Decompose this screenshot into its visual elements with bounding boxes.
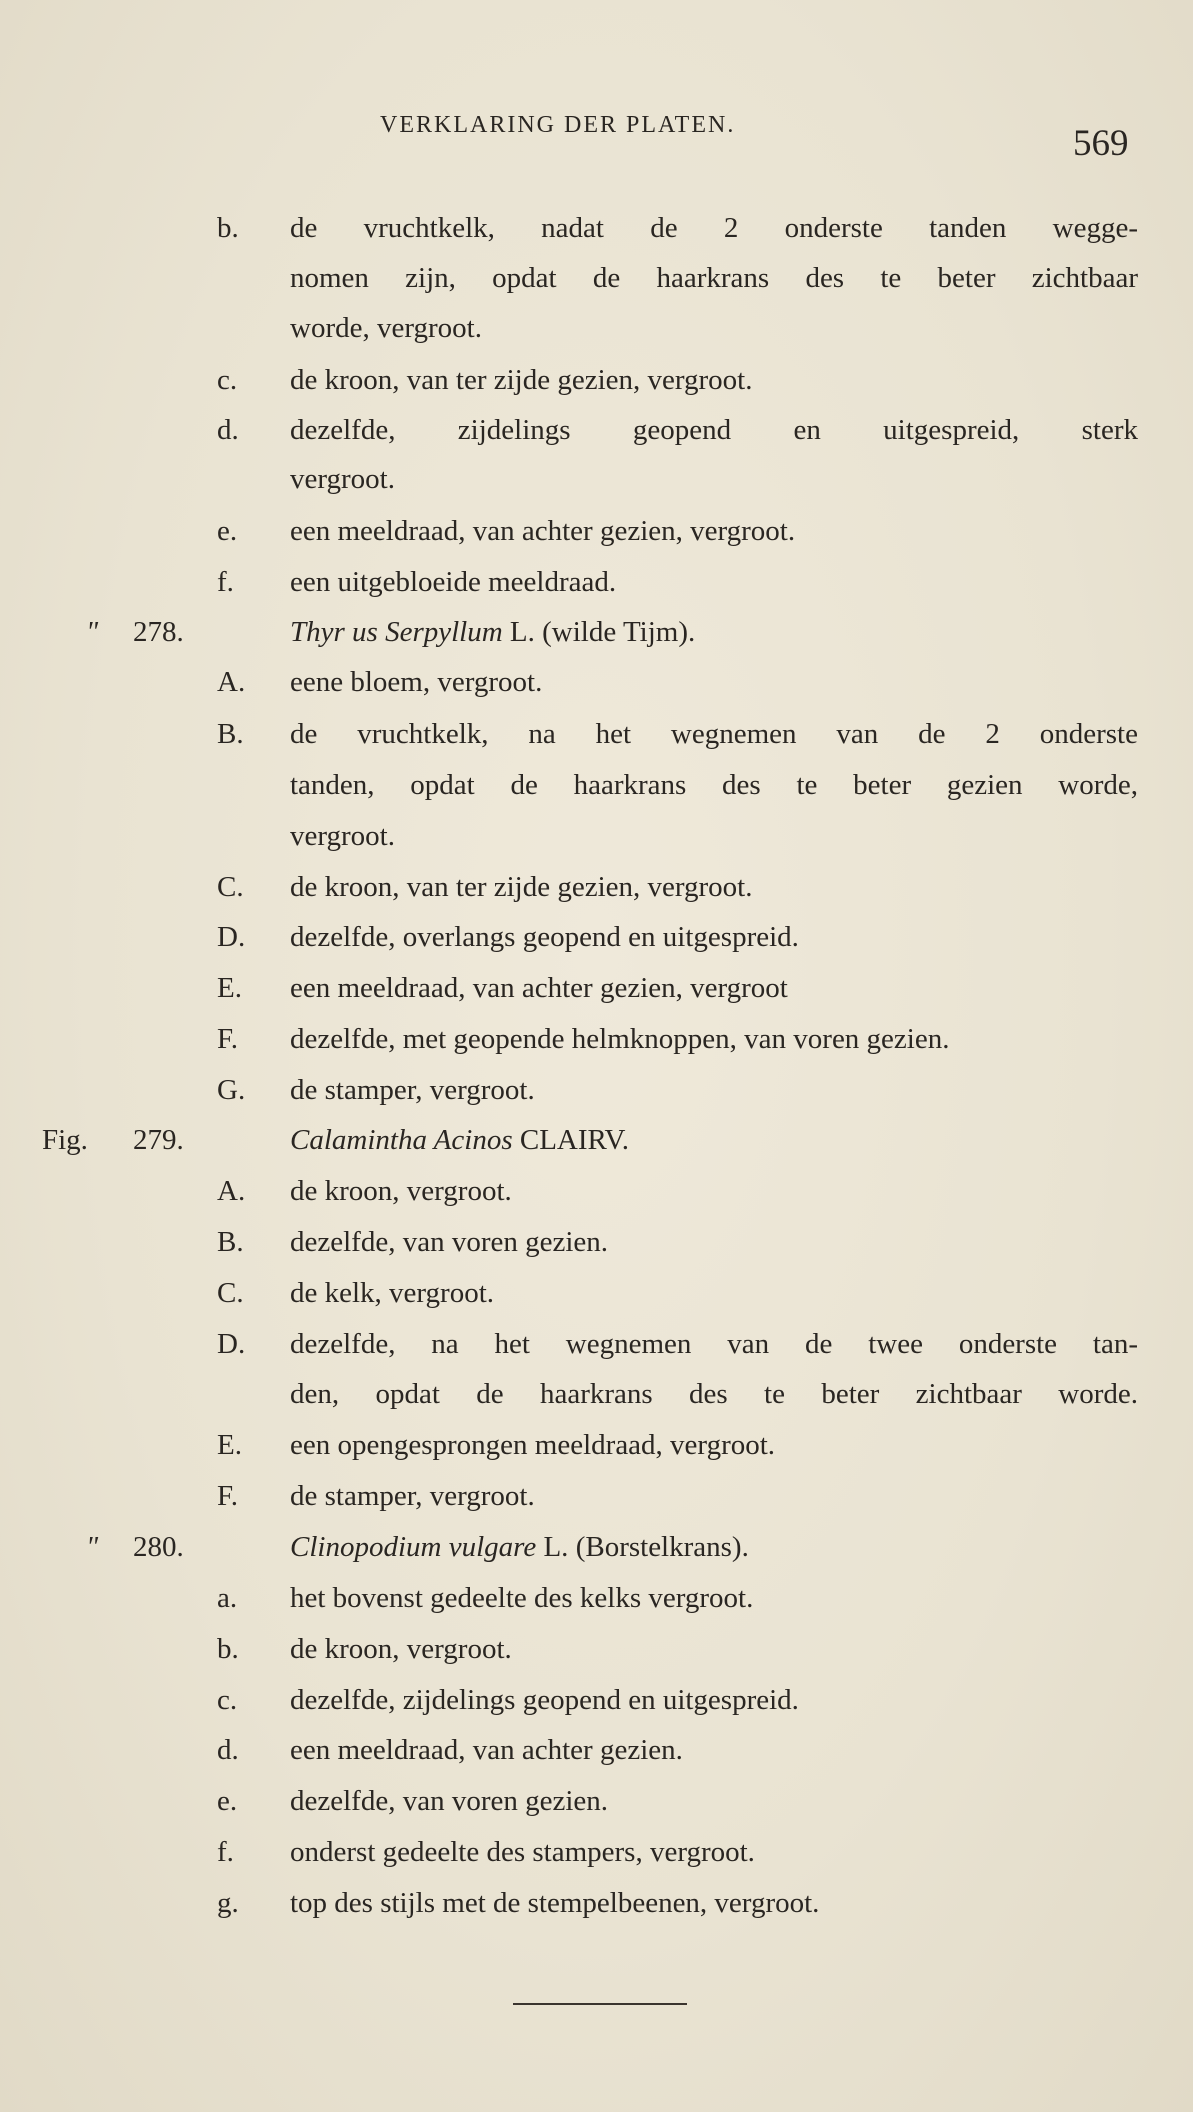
ditto-mark: " (86, 1531, 99, 1563)
item-letter: g. (217, 1887, 239, 1919)
entry-text: vergroot. (290, 463, 395, 495)
entry-text: een uitgebloeide meeldraad. (290, 566, 617, 598)
figure-number: 279. (133, 1124, 184, 1156)
item-letter: e. (217, 515, 238, 547)
entry-text: dezelfde, overlangs geopend en uitgespreid. (290, 921, 799, 953)
entry-text: een opengesprongen meeldraad, vergroot. (290, 1429, 776, 1461)
entry-text: de kroon, vergroot. (290, 1175, 512, 1207)
entry-text: nomen zijn, opdat de haarkrans des te beter zichtbaar (290, 262, 1138, 294)
item-letter: C. (217, 871, 244, 903)
item-letter: A. (217, 666, 246, 698)
footer-rule (513, 2003, 687, 2005)
latin-name: Thyr us Serpyllum (290, 616, 503, 648)
item-letter: D. (217, 1328, 246, 1360)
entry-text: dezelfde, zijdelings geopend en uitgespreid, sterk (290, 414, 1138, 446)
item-letter: b. (217, 1633, 239, 1665)
author: L. (543, 1531, 569, 1563)
item-letter: B. (217, 1226, 244, 1258)
item-letter: d. (217, 414, 239, 446)
figure-number: 280. (133, 1531, 184, 1563)
entry-text: den, opdat de haarkrans des te beter zichtbaar worde. (290, 1378, 1138, 1410)
entry-text: de kroon, vergroot. (290, 1633, 512, 1665)
item-letter: D. (217, 921, 246, 953)
running-header: VERKLARING DER PLATEN. (380, 112, 736, 138)
latin-name: Clinopodium vulgare (290, 1531, 537, 1563)
latin-name: Calamintha Acinos (290, 1124, 513, 1156)
figure-title (290, 1126, 629, 1155)
page-number: 569 (1073, 123, 1129, 164)
entry-text: de vruchtkelk, nadat de 2 onderste tanden wegge- (290, 212, 1138, 244)
author: CLAIRV. (519, 1124, 630, 1156)
entry-text: een meeldraad, van achter gezien, vergroot (290, 972, 788, 1004)
entry-text: de kroon, van ter zijde gezien, vergroot. (290, 364, 753, 396)
item-letter: f. (217, 1836, 234, 1868)
item-letter: a. (217, 1582, 238, 1614)
entry-text: tanden, opdat de haarkrans des te beter gezien worde, (290, 769, 1138, 801)
entry-text: dezelfde, na het wegnemen van de twee onderste tan- (290, 1328, 1138, 1360)
entry-text: dezelfde, van voren gezien. (290, 1785, 609, 1817)
entry-text: eene bloem, vergroot. (290, 666, 543, 698)
item-letter: e. (217, 1785, 238, 1817)
entry-text: een meeldraad, van achter gezien. (290, 1734, 683, 1766)
item-letter: B. (217, 718, 244, 750)
item-letter: f. (217, 566, 234, 598)
item-letter: C. (217, 1277, 244, 1309)
entry-text: de kroon, van ter zijde gezien, vergroot. (290, 871, 753, 903)
item-letter: E. (217, 1429, 242, 1461)
common-name: (wilde Tijm). (542, 616, 696, 648)
entry-text: dezelfde, met geopende helmknoppen, van voren gezien. (290, 1023, 950, 1055)
entry-text: top des stijls met de stempelbeenen, vergroot. (290, 1887, 820, 1919)
entry-text: dezelfde, van voren gezien. (290, 1226, 609, 1258)
ditto-mark: " (86, 616, 99, 648)
entry-text: de vruchtkelk, na het wegnemen van de 2 onderste (290, 718, 1138, 750)
item-letter: b. (217, 212, 239, 244)
entry-text: onderst gedeelte des stampers, vergroot. (290, 1836, 755, 1868)
entry-text: worde, vergroot. (290, 312, 482, 344)
entry-text: vergroot. (290, 820, 395, 852)
entry-text: een meeldraad, van achter gezien, vergroot. (290, 515, 796, 547)
item-letter: c. (217, 1684, 238, 1716)
item-letter: c. (217, 364, 238, 396)
entry-text: de stamper, vergroot. (290, 1074, 535, 1106)
figure-title (290, 1533, 749, 1562)
item-letter: d. (217, 1734, 239, 1766)
figure-title (290, 618, 695, 647)
fig-label: Fig. (42, 1124, 88, 1156)
item-letter: F. (217, 1023, 239, 1055)
item-letter: G. (217, 1074, 246, 1106)
entry-text: het bovenst gedeelte des kelks vergroot. (290, 1582, 754, 1614)
entry-text: dezelfde, zijdelings geopend en uitgespreid. (290, 1684, 799, 1716)
item-letter: F. (217, 1480, 239, 1512)
entry-text: de stamper, vergroot. (290, 1480, 535, 1512)
item-letter: E. (217, 972, 242, 1004)
figure-number: 278. (133, 616, 184, 648)
item-letter: A. (217, 1175, 246, 1207)
common-name: (Borstelkrans). (575, 1531, 749, 1563)
entry-text: de kelk, vergroot. (290, 1277, 495, 1309)
author: L. (509, 616, 535, 648)
